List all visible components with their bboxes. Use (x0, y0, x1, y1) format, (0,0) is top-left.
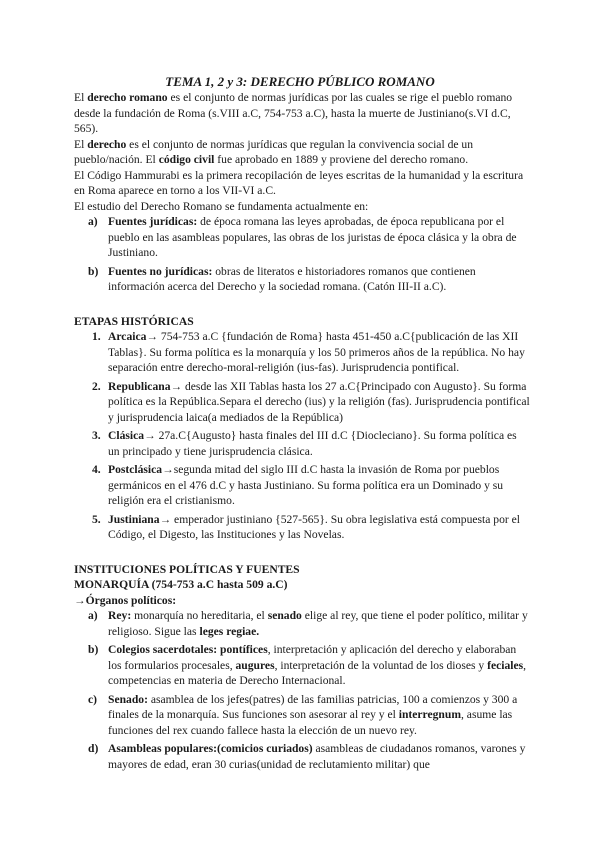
intro-paragraph-2: El derecho es el conjunto de normas jurídicas que regulan la convivencia social de un pueblo/nación. El código civil fue aprobado en 1889 y proviene del derecho romano. (74, 137, 474, 166)
instituciones-heading: INSTITUCIONES POLÍTICAS Y FUENTES (74, 562, 300, 576)
list-item: b) Colegios sacerdotales: pontífices, interpretación y aplicación del derecho y elaboraban los formularios procesales, augures, interpretación de la voluntad de los dioses y feciales, competencias en materia de Derecho Internacional. (88, 643, 527, 687)
intro-paragraph-1: El derecho romano es el conjunto de normas jurídicas por las cuales se rige el pueblo romano desde la fundación de Roma (s.VIII a.C, 754-753 a.C), hasta la muerte de Justiniano(s.VI d.C, 565). (74, 91, 513, 135)
organos-list (74, 608, 530, 772)
sources-list (74, 214, 530, 295)
organos-heading: →Órganos políticos: (74, 593, 177, 607)
document-body (74, 90, 530, 775)
intro-paragraph-3: El Código Hammurabi es la primera recopilación de leyes escritas de la humanidad y la escritura en Roma aparece en torno a los VII-VI a.C. (74, 168, 524, 197)
etapas-heading: ETAPAS HISTÓRICAS (74, 314, 194, 328)
intro-paragraph-4: El estudio del Derecho Romano se fundamenta actualmente en: (74, 199, 369, 213)
page-title: TEMA 1, 2 y 3: DERECHO PÚBLICO ROMANO (165, 74, 435, 89)
list-item: 2. Republicana→ desde las XII Tablas hasta los 27 a.C{Principado con Augusto}. Su forma política es la República.Separa el derecho (ius) y la religión (fas). Jurisprudencia pontifical y jurisprudencia laica(a mediados de la República) (92, 379, 530, 424)
etapas-list (74, 329, 530, 543)
list-item: a) Rey: monarquía no hereditaria, el senado elige al rey, que tiene el poder político, militar y religioso. Sigue las leges regiae. (88, 609, 528, 638)
list-item: d) Asambleas populares:(comicios curiados) asambleas de ciudadanos romanos, varones y mayores de edad, eran 30 curias(unidad de reclutamiento militar) que (88, 742, 526, 771)
list-item: 4. Postclásica→segunda mitad del siglo III d.C hasta la invasión de Roma por pueblos germánicos en el 476 d.C y hasta Justiniano. Su forma política era un Dominado y su religión era el cristianismo. (92, 463, 504, 507)
list-item: c) Senado: asamblea de los jefes(patres) de las familias patricias, 100 a comienzos y 300 a finales de la monarquía. Sus funciones son asesorar al rey y el interregnum, asume las funciones del rex cuando fallece hasta la elección de un nuevo rey. (88, 692, 518, 737)
list-item: 3. Clásica→ 27a.C{Augusto} hasta finales del III d.C {Diocleciano}. Su forma política es un principado y tiene jurisprudencia clásica. (92, 429, 517, 458)
list-item: b) Fuentes no jurídicas: obras de literatos e historiadores romanos que contienen información acerca del Derecho y la sociedad romana. (Catón III-II a.C). (88, 264, 476, 293)
monarquia-heading: MONARQUÍA (754-753 a.C hasta 509 a.C) (74, 578, 288, 591)
list-item: 5. Justiniana→ emperador justiniano {527-565}. Su obra legislativa está compuesta por el Código, el Digesto, las Instituciones y las Novelas. (92, 512, 521, 541)
list-item: a) Fuentes jurídicas: de época romana las leyes aprobadas, de época republicana por el pueblo en las asambleas populares, las obras de los juristas de época clásica y la obra de Justiniano. (88, 215, 517, 259)
list-item: 1. Arcaica→ 754-753 a.C {fundación de Roma} hasta 451-450 a.C{publicación de las XII Tablas}. Su forma política es la monarquía y los 50 primeros años de la república. No hay separación entre derecho-moral-religión (ius-fas). Jurisprudencia pontifical. (92, 330, 525, 374)
